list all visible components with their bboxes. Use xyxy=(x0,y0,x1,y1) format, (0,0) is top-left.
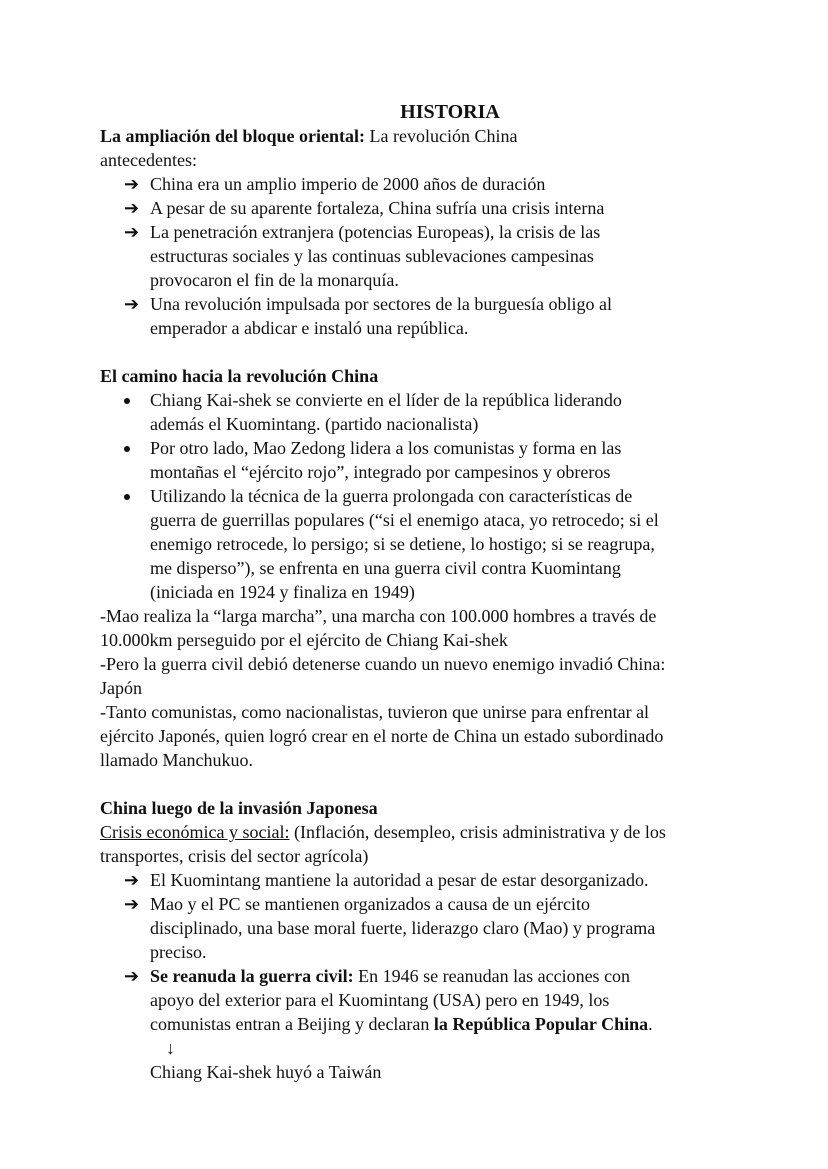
section-invasion xyxy=(100,796,740,1084)
heading-bold: La ampliación del bloque oriental: xyxy=(100,126,366,146)
bullet-icon xyxy=(124,398,130,404)
crisis-text: (Inflación, desempleo, crisis administrativa y de los xyxy=(289,822,666,842)
paragraph xyxy=(100,604,740,652)
list-item xyxy=(100,892,740,964)
item-text: . xyxy=(648,1014,653,1034)
paragraph xyxy=(100,700,740,772)
list-item xyxy=(100,484,740,604)
text-line: llamado Manchukuo. xyxy=(100,750,253,770)
text-line: El Kuomintang mantiene la autoridad a pesar de estar desorganizado. xyxy=(150,870,649,890)
text-line: preciso. xyxy=(150,942,207,962)
item-bold: Se reanuda la guerra civil: xyxy=(150,966,354,986)
text-line: (iniciada en 1924 y finaliza en 1949) xyxy=(150,582,415,602)
item-text: En 1946 se reanudan las acciones con xyxy=(353,966,631,986)
list-item xyxy=(100,172,740,196)
text-line: -Tanto comunistas, como nacionalistas, tuvieron que unirse para enfrentar al xyxy=(100,702,650,722)
text-line: provocaron el fin de la monarquía. xyxy=(150,270,399,290)
final-text: Chiang Kai-shek huyó a Taiwán xyxy=(150,1062,382,1082)
crisis-text-line: transportes, crisis del sector agrícola) xyxy=(100,846,369,866)
section-heading: China luego de la invasión Japonesa xyxy=(100,798,378,818)
section-ampliacion xyxy=(100,124,740,340)
list-item xyxy=(100,436,740,484)
item-text: apoyo del exterior para el Kuomintang (USA) pero en 1949, los xyxy=(150,990,610,1010)
bullet-icon xyxy=(124,494,130,500)
arrow-list xyxy=(100,868,740,964)
list-item xyxy=(100,292,740,340)
text-line: disciplinado, una base moral fuerte, liderazgo claro (Mao) y programa xyxy=(150,918,656,938)
text-line: A pesar de su aparente fortaleza, China sufría una crisis interna xyxy=(150,198,605,218)
arrow-right-icon: ➔ xyxy=(124,198,140,218)
arrow-right-icon: ➔ xyxy=(124,870,140,890)
text-line: -Pero la guerra civil debió detenerse cuando un nuevo enemigo invadió China: xyxy=(100,654,666,674)
text-line: Por otro lado, Mao Zedong lidera a los comunistas y forma en las xyxy=(150,438,622,458)
heading-rest: La revolución China xyxy=(365,126,518,146)
page-title: HISTORIA xyxy=(400,101,500,123)
arrow-right-icon: ➔ xyxy=(124,894,140,914)
section-heading xyxy=(100,124,740,148)
arrow-right-icon: ➔ xyxy=(124,174,140,194)
text-line: Utilizando la técnica de la guerra prolongada con características de xyxy=(150,486,633,506)
section-camino xyxy=(100,364,740,772)
text-line: 10.000km perseguido por el ejército de Chiang Kai-shek xyxy=(100,630,508,650)
section-heading: El camino hacia la revolución China xyxy=(100,366,379,386)
text-line: La penetración extranjera (potencias Europeas), la crisis de las xyxy=(150,222,601,242)
bullet-icon xyxy=(124,446,130,452)
crisis-label: Crisis económica y social: xyxy=(100,822,290,842)
paragraphs xyxy=(100,604,740,772)
text-line: China era un amplio imperio de 2000 años de duración xyxy=(150,174,546,194)
arrow-right-icon: ➔ xyxy=(124,222,140,242)
text-line: Una revolución impulsada por sectores de la burguesía obligo al xyxy=(150,294,613,314)
document-page xyxy=(100,100,740,1084)
list-item xyxy=(100,220,740,292)
crisis-paragraph xyxy=(100,820,740,844)
paragraph xyxy=(100,652,740,700)
item-bold: la República Popular China xyxy=(433,1014,649,1034)
text-line: ejército Japonés, quien logró crear en el norte de China un estado subordinado xyxy=(100,726,664,746)
text-line: además el Kuomintang. (partido nacionalista) xyxy=(150,414,479,434)
text-line: estructuras sociales y las continuas sublevaciones campesinas xyxy=(150,246,594,266)
arrow-right-icon: ➔ xyxy=(124,966,140,986)
text-line: Japón xyxy=(100,678,142,698)
text-line: Mao y el PC se mantienen organizados a causa de un ejército xyxy=(150,894,591,914)
list-item xyxy=(100,964,740,1036)
text-line: -Mao realiza la “larga marcha”, una marcha con 100.000 hombres a través de xyxy=(100,606,657,626)
bullet-list xyxy=(100,388,740,604)
down-arrow-icon: ↓ xyxy=(166,1038,175,1058)
list-item xyxy=(100,868,740,892)
intro-text: antecedentes: xyxy=(100,150,197,170)
text-line: emperador a abdicar e instaló una república. xyxy=(150,318,469,338)
text-line: me disperso”), se enfrenta en una guerra civil contra Kuomintang xyxy=(150,558,621,578)
arrow-right-icon: ➔ xyxy=(124,294,140,314)
list-item xyxy=(100,388,740,436)
item-text: comunistas entran a Beijing y declaran xyxy=(150,1014,434,1034)
text-line: enemigo retrocede, lo persigo; si se detiene, lo hostigo; si se reagrupa, xyxy=(150,534,655,554)
list-item xyxy=(100,196,740,220)
arrow-list xyxy=(100,172,740,340)
text-line: guerra de guerrillas populares (“si el enemigo ataca, yo retrocedo; si el xyxy=(150,510,659,530)
text-line: montañas el “ejército rojo”, integrado por campesinos y obreros xyxy=(150,462,611,482)
text-line: Chiang Kai-shek se convierte en el líder de la república liderando xyxy=(150,390,622,410)
